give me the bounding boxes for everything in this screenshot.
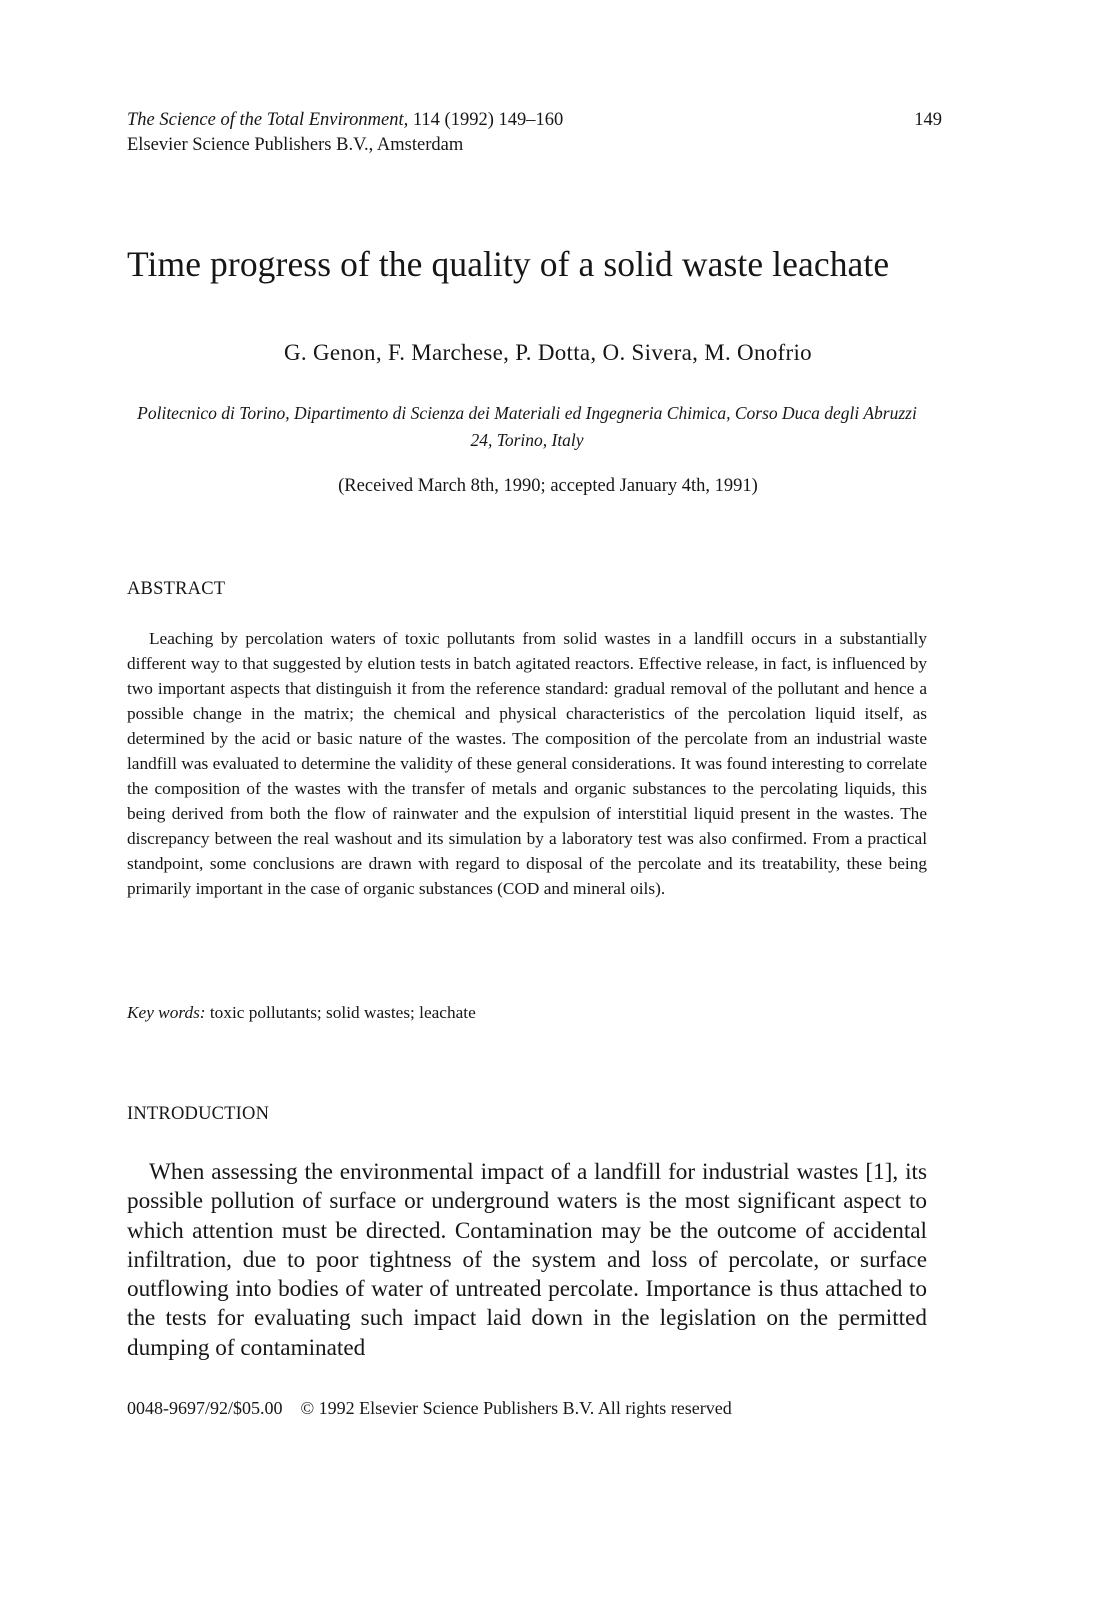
journal-name: The Science of the Total Environment, — [127, 110, 409, 130]
journal-volume-pages: 114 (1992) 149–160 — [408, 110, 564, 130]
abstract-heading: ABSTRACT — [127, 579, 226, 599]
abstract-text: Leaching by percolation waters of toxic pollutants from solid wastes in a landfill occurs in a substantially different way to that suggested by elution tests in batch agitated reactors. Effective release, in fact, is influenced by two important aspects that distinguish it from the reference standard: gradual removal of the pollutant and hence a possible change in the matrix; the chemical and physical characteristics of the percolation liquid itself, as determined by the acid or basic nature of the wastes. The composition of the percolate from an industrial waste landfill was evaluated to determine the validity of these general considerations. It was found interesting to correlate the composition of the wastes with the transfer of metals and organic substances to the percolating liquids, this being derived from both the flow of rainwater and the expulsion of interstitial liquid present in the wastes. The discrepancy between the real washout and its simulation by a laboratory test was also confirmed. From a practical standpoint, some conclusions are drawn with regard to disposal of the percolate and its treatability, these being primarily important in the case of organic substances (COD and mineral oils). — [127, 629, 927, 898]
journal-citation-line — [127, 108, 827, 133]
copyright-footer: 0048-9697/92/$05.00 © 1992 Elsevier Science Publishers B.V. All rights reserved — [127, 1398, 732, 1418]
keywords-label: Key words: — [127, 1003, 206, 1022]
author-list: G. Genon, F. Marchese, P. Dotta, O. Sivera, M. Onofrio — [284, 340, 812, 365]
introduction-heading: INTRODUCTION — [127, 1104, 270, 1124]
journal-header — [127, 108, 827, 158]
page-number: 149 — [914, 110, 942, 130]
introduction-text: When assessing the environmental impact of a landfill for industrial wastes [1], its possible pollution of surface or underground waters is the most significant aspect to which attention must be directed. Contamination may be the outcome of accidental infiltration, due to poor tightness of the system and loss of percolate, or surface outflowing into bodies of water of untreated percolate. Importance is thus attached to the tests for evaluating such impact laid down in the legislation on the permitted dumping of contaminated — [127, 1159, 927, 1361]
affiliation: Politecnico di Torino, Dipartimento di Scienza dei Materiali ed Ingegneria Chimica, Corso Duca degli Abruzzi 24, Torino, Italy — [137, 403, 917, 450]
received-dates: (Received March 8th, 1990; accepted January 4th, 1991) — [338, 476, 758, 496]
publisher-line: Elsevier Science Publishers B.V., Amsterdam — [127, 135, 464, 155]
keywords-list: toxic pollutants; solid wastes; leachate — [205, 1003, 476, 1022]
keywords-line — [127, 1000, 927, 1025]
article-title: Time progress of the quality of a solid waste leachate — [127, 244, 890, 284]
